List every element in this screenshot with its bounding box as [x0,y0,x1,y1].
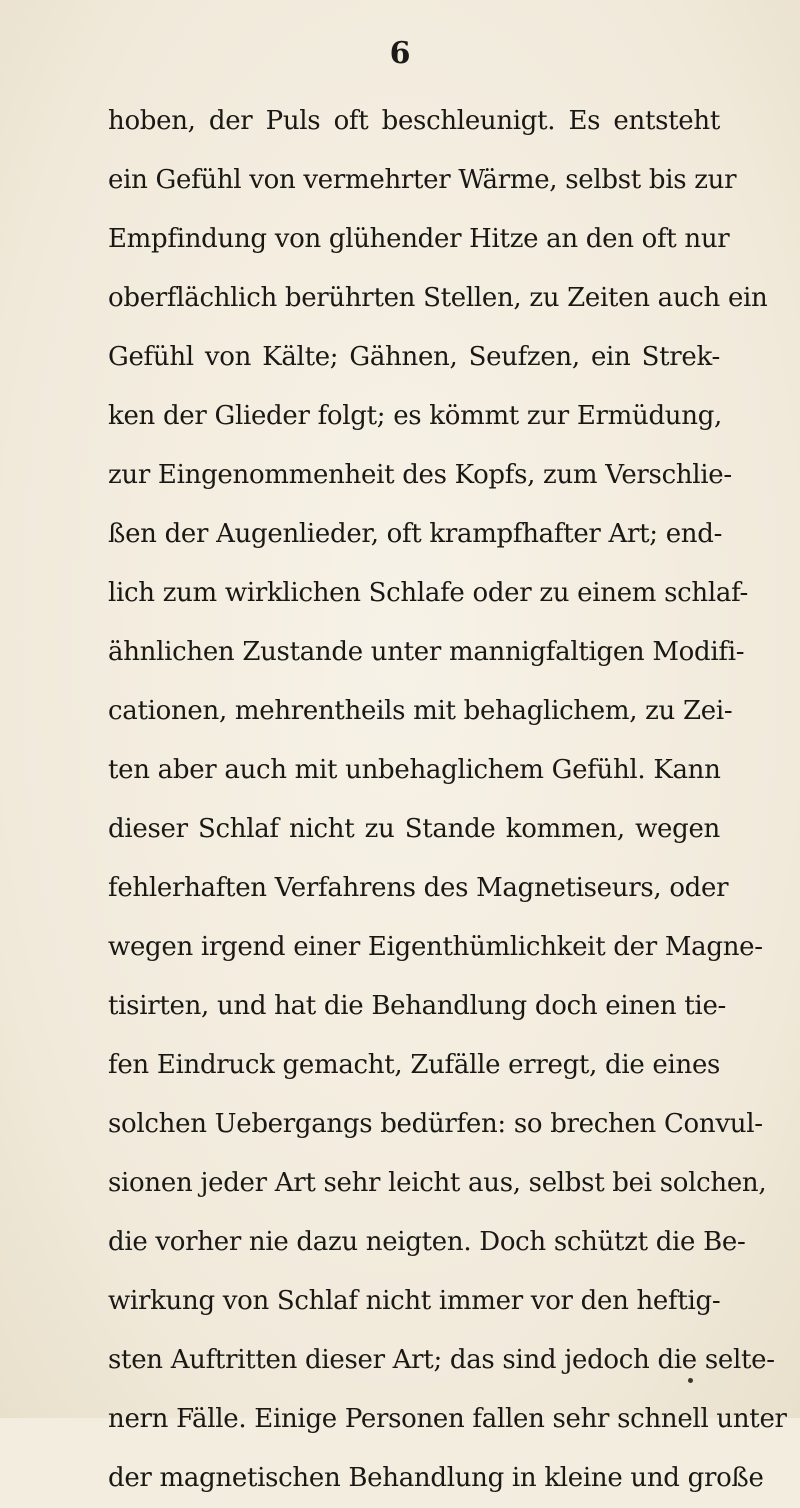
text-line: zur Eingenommenheit des Kopfs, zum Verschlie- [108,460,732,490]
text-line: solchen Uebergangs bedürfen: so brechen Convul- [108,1109,763,1139]
text-line: wirkung von Schlaf nicht immer vor den heftig- [108,1286,721,1316]
text-line: cationen, mehrentheils mit behaglichem, zu Zei- [108,696,733,726]
text-line: ken der Glieder folgt; es kömmt zur Ermüdung, [108,401,723,431]
text-line: die vorher nie dazu neigten. Doch schützt die Be- [108,1227,746,1257]
text-line: ten aber auch mit unbehaglichem Gefühl. Kann [108,755,721,785]
text-line: ein Gefühl von vermehrter Wärme, selbst bis zur [108,165,737,195]
text-line: Gefühl von Kälte; Gähnen, Seufzen, ein Strek- [108,342,720,372]
text-line: der magnetischen Behandlung in kleine und große [108,1463,764,1493]
body-text [108,92,787,1508]
text-line: ßen der Augenlieder, oft krampfhafter Art; end- [108,519,723,549]
text-line: tisirten, und hat die Behandlung doch einen tie- [108,991,727,1021]
text-line: sionen jeder Art sehr leicht aus, selbst bei solchen, [108,1168,767,1198]
text-line: hoben, der Puls oft beschleunigt. Es entsteht [108,106,720,136]
text-line: fen Eindruck gemacht, Zufälle erregt, die eines [108,1050,721,1080]
text-line: nern Fälle. Einige Personen fallen sehr schnell unter [108,1404,787,1434]
text-line: sten Auftritten dieser Art; das sind jedoch die selte- [108,1345,775,1375]
text-line: oberflächlich berührten Stellen, zu Zeiten auch ein [108,283,768,313]
page-number: 6 [389,36,411,71]
text-line: fehlerhaften Verfahrens des Magnetiseurs, oder [108,873,729,903]
text-line: lich zum wirklichen Schlafe oder zu einem schlaf- [108,578,748,608]
text-line: wegen irgend einer Eigenthümlichkeit der Magne- [108,932,763,962]
text-line: Empfindung von glühender Hitze an den oft nur [108,224,730,254]
ink-speck [688,1378,693,1383]
text-line: dieser Schlaf nicht zu Stande kommen, wegen [108,814,720,844]
text-line: ähnlichen Zustande unter mannigfaltigen Modifi- [108,637,745,667]
